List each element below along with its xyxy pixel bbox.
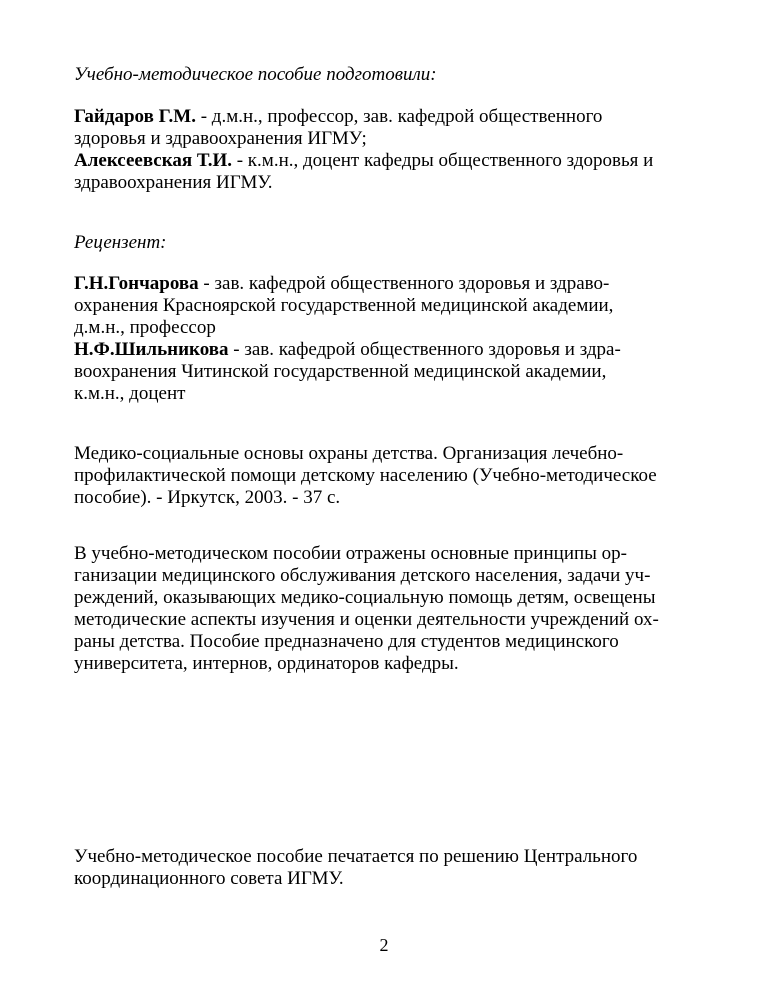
authors-list bbox=[74, 106, 724, 194]
author-description-continued: здравоохранения ИГМУ. bbox=[74, 172, 273, 193]
reviewer-description-continued: воохранения Читинской государственной медицинской академии, bbox=[74, 361, 607, 382]
author-name: Гайдаров Г.М. bbox=[74, 106, 196, 127]
approval-line: координационного совета ИГМУ. bbox=[74, 868, 344, 889]
reviewer-description-continued: к.м.н., доцент bbox=[74, 383, 186, 404]
reviewer-entry bbox=[74, 273, 724, 295]
reviewers-list bbox=[74, 273, 724, 405]
reviewer-description: - зав. кафедрой общественного здоровья и здраво- bbox=[198, 273, 610, 294]
author-description-continued: здоровья и здравоохранения ИГМУ; bbox=[74, 128, 367, 149]
abstract-line: ганизации медицинского обслуживания детского населения, задачи уч- bbox=[74, 565, 651, 586]
reviewer-description-continued: д.м.н., профессор bbox=[74, 317, 216, 338]
reviewers-heading: Рецензент: bbox=[74, 232, 167, 253]
abstract-line: раны детства. Пособие предназначено для студентов медицинского bbox=[74, 631, 619, 652]
abstract-line: методические аспекты изучения и оценки деятельности учреждений ох- bbox=[74, 609, 659, 630]
reviewer-description-continued: охранения Красноярской государственной медицинской академии, bbox=[74, 295, 614, 316]
reviewer-entry bbox=[74, 339, 724, 361]
abstract-line: реждений, оказывающих медико-социальную помощь детям, освещены bbox=[74, 587, 656, 608]
reviewer-name: Г.Н.Гончарова bbox=[74, 273, 199, 294]
reviewer-name: Н.Ф.Шильникова bbox=[74, 339, 229, 360]
abstract-line: В учебно-методическом пособии отражены основные принципы ор- bbox=[74, 543, 627, 564]
author-name: Алексеевская Т.И. bbox=[74, 150, 232, 171]
page-number: 2 bbox=[379, 935, 389, 955]
abstract-line: университета, интернов, ординаторов кафедры. bbox=[74, 653, 459, 674]
author-description: - к.м.н., доцент кафедры общественного здоровья и bbox=[231, 150, 654, 171]
bibliographic-citation bbox=[74, 443, 724, 509]
reviewer-description: - зав. кафедрой общественного здоровья и здра- bbox=[228, 339, 621, 360]
author-entry bbox=[74, 106, 724, 128]
citation-line: пособие). - Иркутск, 2003. - 37 с. bbox=[74, 487, 341, 508]
prepared-by-section bbox=[74, 64, 724, 86]
citation-line: профилактической помощи детскому населению (Учебно-методическое bbox=[74, 465, 657, 486]
approval-statement bbox=[74, 846, 724, 890]
prepared-by-heading: Учебно-методическое пособие подготовили: bbox=[74, 64, 437, 85]
reviewers-section bbox=[74, 232, 724, 254]
author-description: - д.м.н., профессор, зав. кафедрой общественного bbox=[195, 106, 603, 127]
author-entry bbox=[74, 150, 724, 172]
citation-line: Медико-социальные основы охраны детства. Организация лечебно- bbox=[74, 443, 624, 464]
approval-line: Учебно-методическое пособие печатается по решению Центрального bbox=[74, 846, 638, 867]
abstract bbox=[74, 543, 724, 675]
